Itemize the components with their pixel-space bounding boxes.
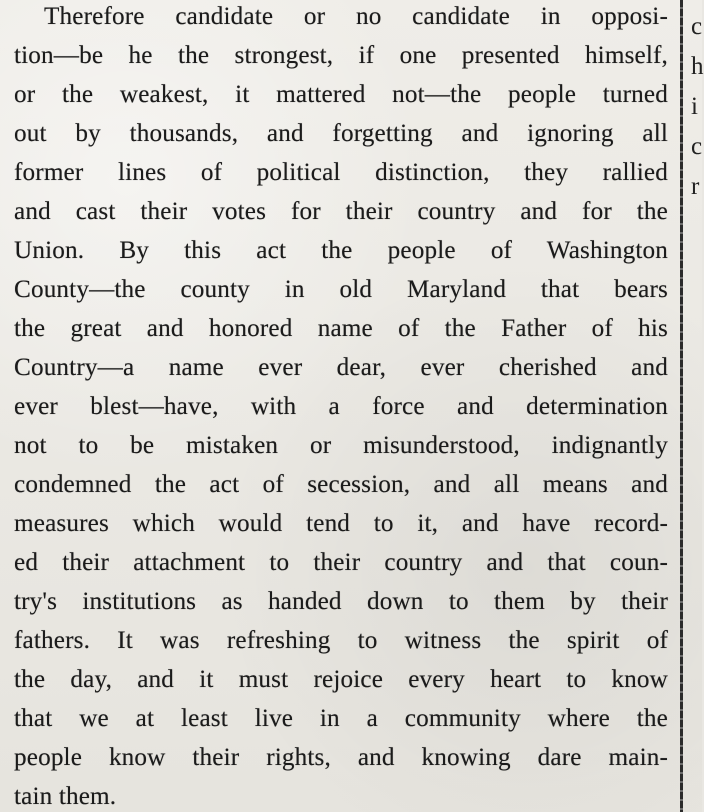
column-rule [680,0,683,812]
article-line: ever blest—have, with a force and determination [14,393,668,420]
article-line: condemned the act of secession, and all means and [14,471,668,498]
article-line: not to be mistaken or misunderstood, indignantly [14,432,668,459]
adjacent-fragment: h [691,53,704,80]
article-line: out by thousands, and forgetting and ignoring all [14,120,668,147]
article-line: ed their attachment to their country and that coun- [14,549,668,576]
adjacent-fragment: c [691,133,703,160]
adjacent-fragment: i [691,93,698,120]
article-line: measures which would tend to it, and have record- [14,510,668,537]
article-line: the great and honored name of the Father of his [14,315,668,342]
article-line: Country—a name ever dear, ever cherished and [14,354,668,381]
article-line: County—the county in old Maryland that bears [14,276,668,303]
article-line: that we at least live in a community where the [14,705,668,732]
article-line: Therefore candidate or no candidate in opposi- [44,3,668,30]
article-line: tion—be he the strongest, if one presented himself, [14,42,668,69]
article-line: and cast their votes for their country and for the [14,198,668,225]
article-line: former lines of political distinction, they rallied [14,159,668,186]
article-line: the day, and it must rejoice every heart to know [14,666,668,693]
adjacent-fragment: r [691,173,700,200]
adjacent-fragment: c [691,13,703,40]
article-line: people know their rights, and knowing dare main- [14,744,668,771]
article-line: tain them. [14,783,117,810]
article-line: or the weakest, it mattered not—the people turned [14,81,668,108]
article-line: Union. By this act the people of Washington [14,237,668,264]
article-line: fathers. It was refreshing to witness the spirit of [14,627,668,654]
article-line: try's institutions as handed down to them by their [14,588,668,615]
adjacent-column [689,0,702,812]
